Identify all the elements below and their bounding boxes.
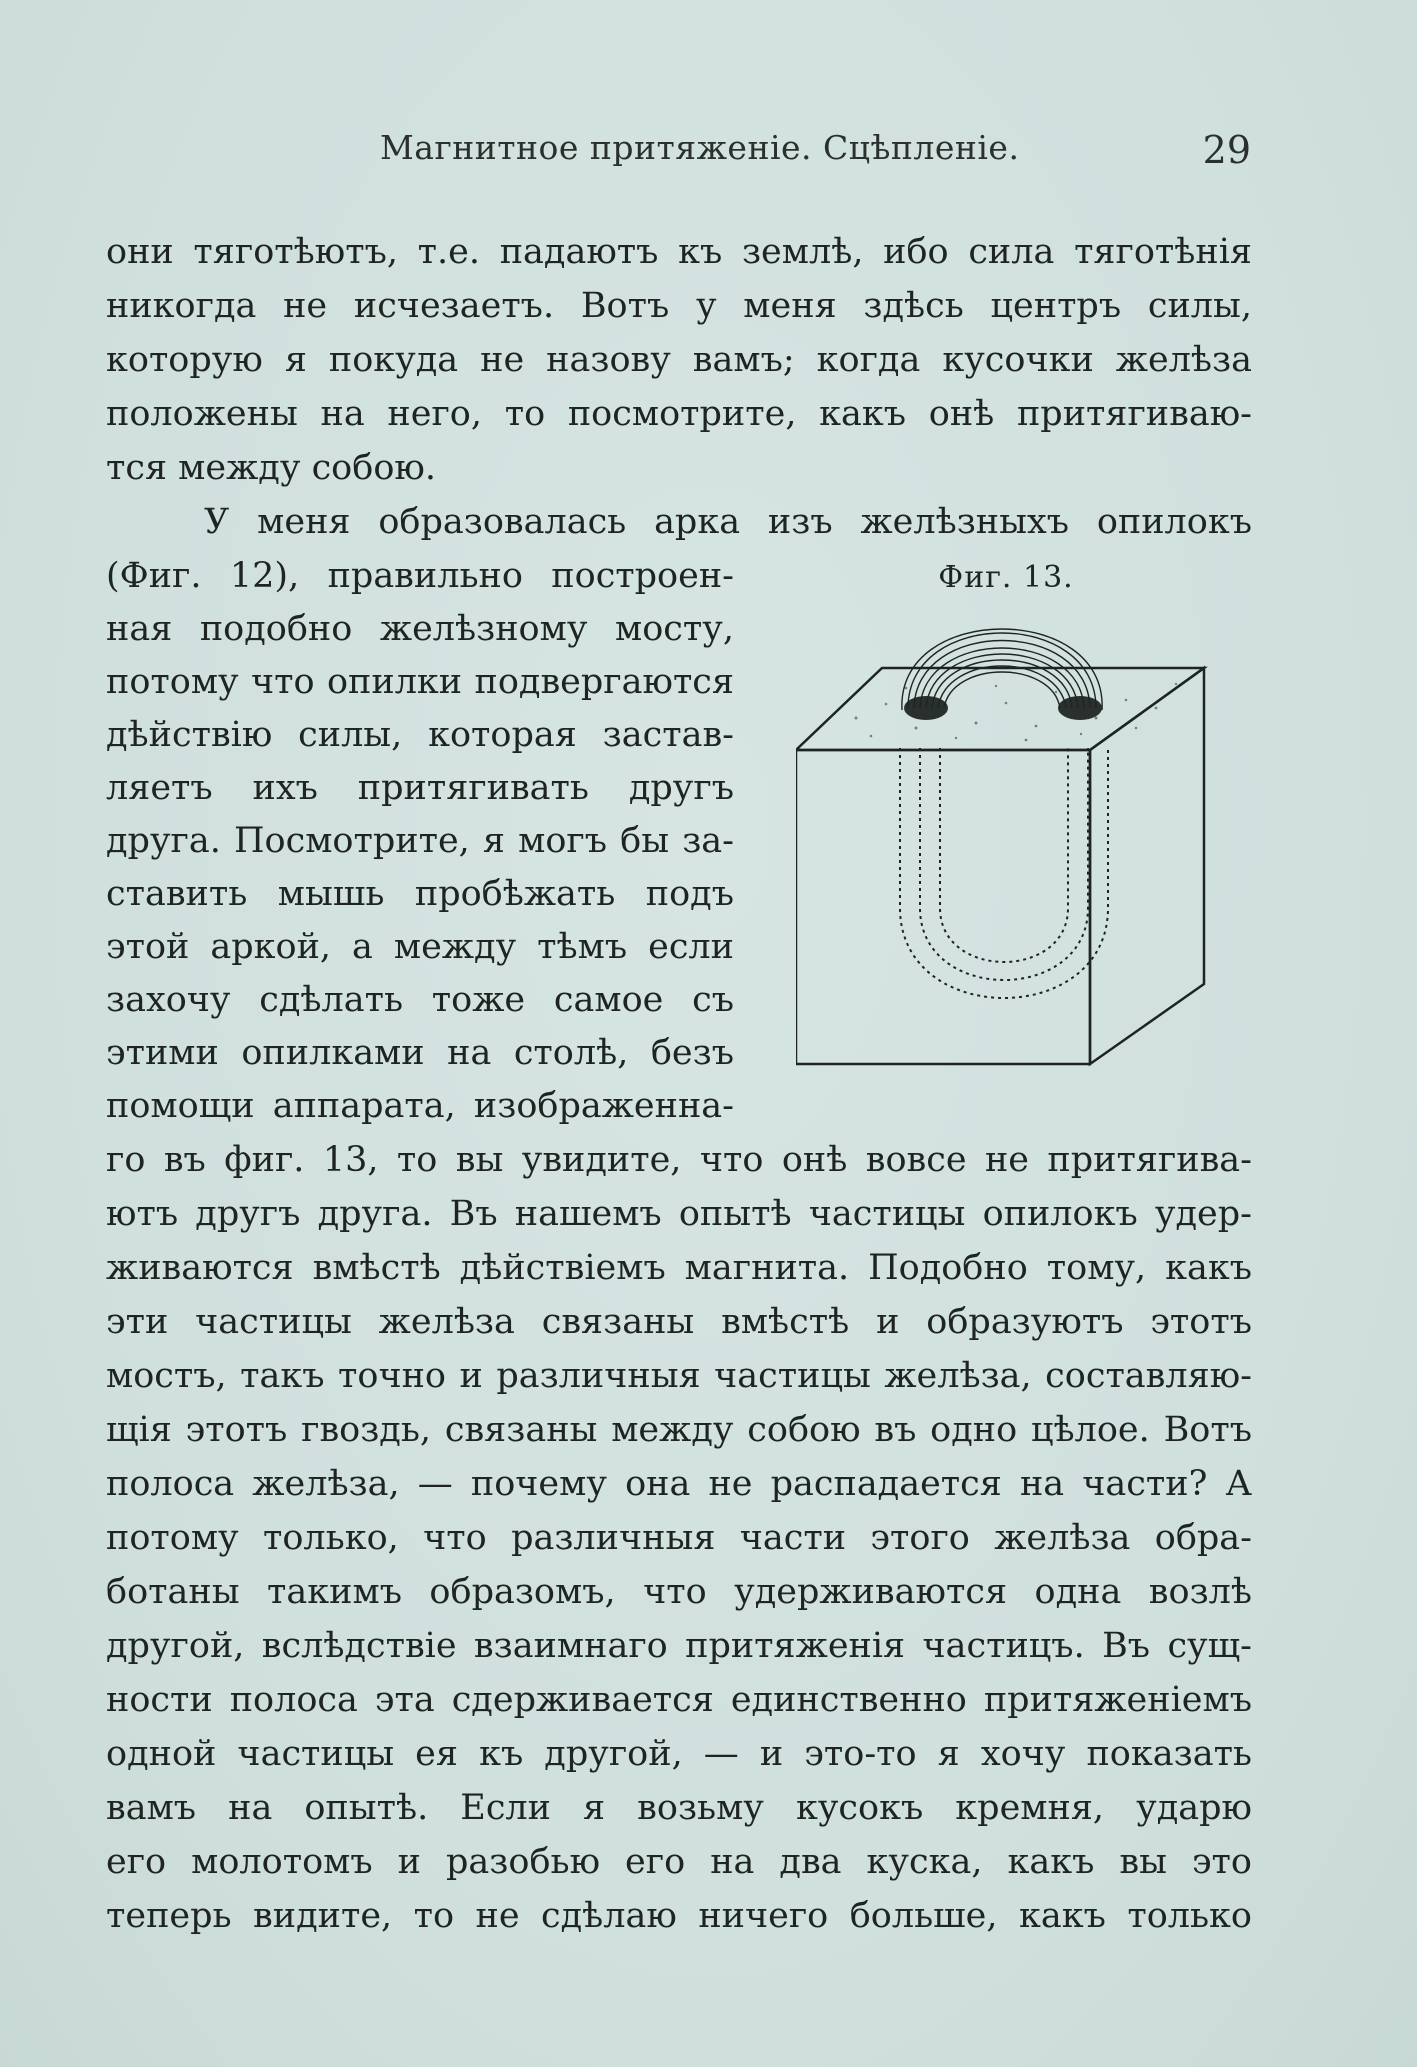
hidden-magnet-outline: [900, 748, 1108, 998]
text-line: захочу сдѣлать тоже самое съ: [106, 980, 734, 1020]
text-line: этой аркой, а между тѣмъ если: [106, 927, 734, 967]
text-line: ляетъ ихъ притягивать другъ: [106, 768, 734, 808]
text-line: теперь видите, то не сдѣлаю ничего больше, какъ только: [106, 1896, 1252, 1936]
text-line: друга. Посмотрите, я могъ бы за-: [106, 821, 734, 861]
text-line: го въ фиг. 13, то вы увидите, что онѣ вовсе не притягива-: [106, 1140, 1252, 1180]
text-line: щія этотъ гвоздь, связаны между собою въ одно цѣлое. Вотъ: [106, 1410, 1252, 1450]
text-line: живаются вмѣстѣ дѣйствіемъ магнита. Подобно тому, какъ: [106, 1248, 1252, 1288]
running-title: Магнитное притяженіе. Сцѣпленіе.: [380, 128, 1020, 167]
text-line: тся между собою.: [106, 448, 436, 488]
text-line: полоса желѣза, — почему она не распадается на части? А: [106, 1464, 1252, 1504]
figure-13: [796, 560, 1216, 1072]
cube-top-face: [796, 668, 1204, 750]
text-line: У меня образовалась арка изъ желѣзныхъ опилокъ: [204, 502, 1252, 542]
cube-front-face: [796, 750, 1090, 1064]
text-line: (Фиг. 12), правильно построен-: [106, 556, 734, 596]
text-line: этими опилками на столѣ, безъ: [106, 1033, 734, 1073]
text-line: эти частицы желѣза связаны вмѣстѣ и образуютъ этотъ: [106, 1302, 1252, 1342]
figure-caption: Фиг. 13.: [938, 560, 1074, 595]
text-line: другой, вслѣдствіе взаимнаго притяженія частицъ. Въ сущ-: [106, 1626, 1252, 1666]
text-line: ютъ другъ друга. Въ нашемъ опытѣ частицы опилокъ удер-: [106, 1194, 1252, 1234]
text-line: помощи аппарата, изображенна-: [106, 1086, 734, 1126]
page-header: [380, 128, 1251, 174]
text-line: потому только, что различныя части этого желѣза обра-: [106, 1518, 1252, 1558]
text-line: потому что опилки подвергаются: [106, 662, 734, 702]
text-line: ности полоса эта сдерживается единственно притяженіемъ: [106, 1680, 1252, 1720]
cube-side-face: [1090, 668, 1204, 1064]
text-line: которую я покуда не назову вамъ; когда кусочки желѣза: [106, 340, 1252, 380]
text-line: вамъ на опытѣ. Если я возьму кусокъ кремня, ударю: [106, 1788, 1252, 1828]
text-line: ботаны такимъ образомъ, что удерживаются одна возлѣ: [106, 1572, 1252, 1612]
text-line: они тяготѣютъ, т.е. падаютъ къ землѣ, ибо сила тяготѣнія: [106, 232, 1252, 272]
text-line: положены на него, то посмотрите, какъ онѣ притягиваю-: [106, 394, 1252, 434]
text-line: никогда не исчезаетъ. Вотъ у меня здѣсь центръ силы,: [106, 286, 1252, 326]
magnet-cube-illustration: [796, 608, 1216, 1072]
text-line: мостъ, такъ точно и различныя частицы желѣза, составляю-: [106, 1356, 1252, 1396]
text-line: ставить мышь пробѣжать подъ: [106, 874, 734, 914]
text-line: одной частицы ея къ другой, — и это-то я хочу показать: [106, 1734, 1252, 1774]
text-line: дѣйствію силы, которая застав-: [106, 715, 734, 755]
text-line: ная подобно желѣзному мосту,: [106, 609, 734, 649]
page-number: 29: [1202, 128, 1251, 172]
text-line: его молотомъ и разобью его на два куска, какъ вы это: [106, 1842, 1252, 1882]
